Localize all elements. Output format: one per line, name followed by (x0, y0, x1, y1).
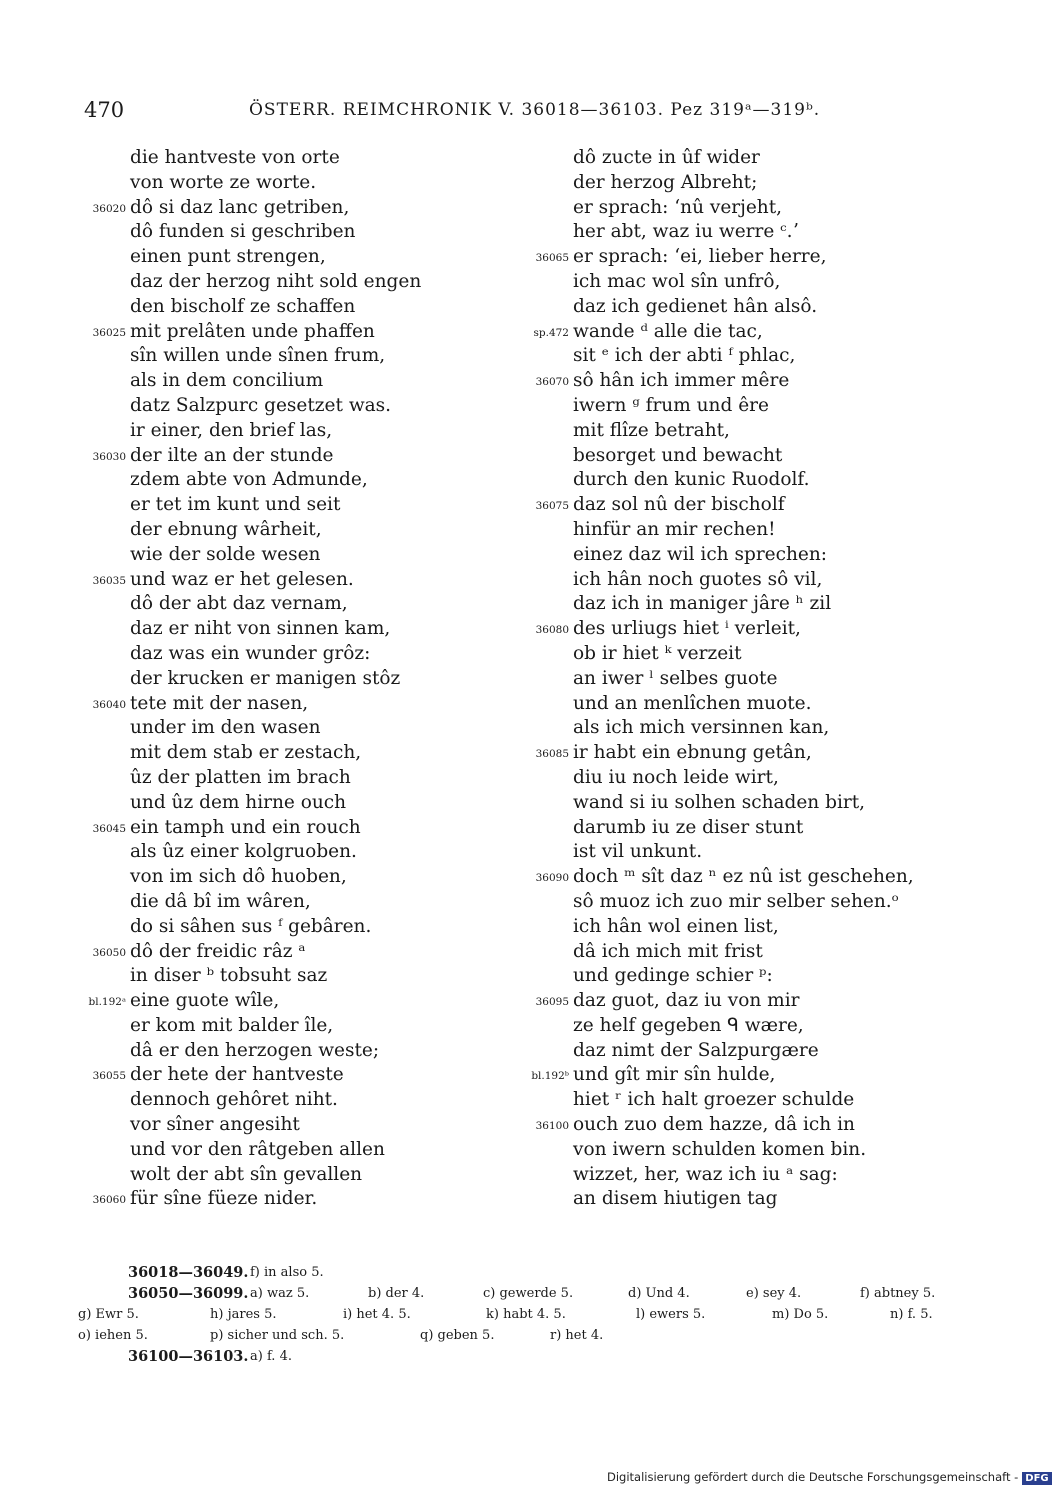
verse-text: und gedinge schier ᵖ: (573, 965, 773, 987)
verse-line (525, 1138, 925, 1163)
verse-line (525, 865, 925, 890)
verse-line (525, 1088, 925, 1113)
verse-line (82, 592, 522, 617)
verse-text: tete mit der nasen, (130, 692, 309, 714)
page-header (84, 98, 821, 128)
line-number: 36030 (92, 450, 126, 463)
verse-text: wie der solde wesen (130, 543, 321, 565)
line-number: 36065 (535, 252, 569, 265)
verse-line (525, 1163, 925, 1188)
footnote-row (78, 1283, 948, 1304)
line-number: bl.192ᵃ (88, 996, 126, 1009)
verse-line (525, 741, 925, 766)
verse-text: der krucken er manigen stôz (130, 667, 401, 689)
footnote-item: d) Und 4. (628, 1286, 690, 1301)
verse-text: vor sîner angesiht (130, 1114, 300, 1136)
verse-line (82, 394, 522, 419)
verse-line (525, 989, 925, 1014)
line-number: 36070 (535, 376, 569, 389)
verse-line (82, 518, 522, 543)
verse-text: als ûz einer kolgruoben. (130, 841, 357, 863)
footnote-item: h) jares 5. (210, 1307, 277, 1322)
footnote-item: r) het 4. (550, 1328, 604, 1343)
verse-text: besorget und bewacht (573, 444, 783, 466)
verse-line (525, 1014, 925, 1039)
verse-text: daz ich in maniger jâre ʰ zil (573, 593, 832, 615)
verse-text: under im den wasen (130, 717, 321, 739)
verse-line (82, 1039, 522, 1064)
verse-line (82, 766, 522, 791)
line-number: 36035 (92, 574, 126, 587)
footnote-item: c) gewerde 5. (483, 1286, 574, 1301)
verse-line (82, 692, 522, 717)
verse-line (82, 1063, 522, 1088)
verse-text: wande ᵈ alle die tac, (573, 320, 763, 342)
verse-line (82, 320, 522, 345)
verse-text: ir habt ein ebnung getân, (573, 742, 812, 764)
verse-text: sîn willen unde sînen frum, (130, 345, 386, 367)
verse-text: die hantveste von orte (130, 147, 340, 168)
verse-line (525, 196, 925, 221)
verse-line (82, 741, 522, 766)
verse-text: wizzet, her, waz ich iu ᵃ sag: (573, 1163, 838, 1185)
line-number: bl.192ᵇ (531, 1070, 569, 1083)
verse-line (525, 1113, 925, 1138)
verse-text: wolt der abt sîn gevallen (130, 1163, 363, 1185)
verse-line (525, 295, 925, 320)
verse-text: an disem hiutigen tag (573, 1188, 778, 1210)
verse-text: er kom mit balder île, (130, 1014, 334, 1036)
verse-text: von im sich dô huoben, (130, 866, 347, 888)
verse-line (82, 1187, 522, 1212)
verse-text: sit ᵉ ich der abti ᶠ phlac, (573, 345, 796, 367)
verse-line (82, 171, 522, 196)
verse-text: von iwern schulden komen bin. (573, 1138, 867, 1160)
verse-text: ich hân noch guotes sô vil, (573, 568, 823, 590)
footnote-item: n) f. 5. (890, 1307, 933, 1322)
verse-line (525, 692, 925, 717)
verse-line (82, 915, 522, 940)
verse-line (525, 816, 925, 841)
verse-line (525, 840, 925, 865)
verse-line (82, 791, 522, 816)
line-number: 36085 (535, 748, 569, 761)
verse-line (82, 493, 522, 518)
verse-text: der ebnung wârheit, (130, 518, 322, 540)
verse-text: zdem abte von Admunde, (130, 469, 368, 491)
verse-line (82, 344, 522, 369)
verse-line (82, 444, 522, 469)
verse-line (82, 865, 522, 890)
verse-text: und ûz dem hirne ouch (130, 791, 347, 813)
footnote-range: 36100—36103. (128, 1348, 249, 1365)
verse-text: und waz er het gelesen. (130, 568, 354, 590)
verse-text: in diser ᵇ tobsuht saz (130, 965, 328, 987)
verse-text: dô der freidic râz ᵃ (130, 940, 306, 962)
verse-text: er tet im kunt und seit (130, 494, 341, 516)
verse-line (525, 344, 925, 369)
verse-text: dô zucte in ûf wider (573, 147, 760, 168)
verse-text: do si sâhen sus ᶠ gebâren. (130, 915, 372, 937)
verse-line (525, 940, 925, 965)
verse-line (82, 716, 522, 741)
verse-text: doch ᵐ sît daz ⁿ ez nû ist geschehen, (573, 866, 914, 888)
verse-text: des urliugs hiet ⁱ verleit, (573, 618, 801, 640)
verse-text: daz nimt der Salzpurgære (573, 1039, 819, 1061)
footnote-item: g) Ewr 5. (78, 1307, 139, 1322)
verse-line (82, 196, 522, 221)
verse-text: her abt, waz iu werre ᶜ.ʼ (573, 221, 799, 243)
verse-text: und vor den râtgeben allen (130, 1138, 385, 1160)
verse-line (82, 270, 522, 295)
verse-text: sô muoz ich zuo mir selber sehen.ᵒ (573, 890, 899, 912)
verse-line (525, 518, 925, 543)
line-number: 36095 (535, 996, 569, 1009)
footnote-item: i) het 4. 5. (343, 1307, 411, 1322)
verse-line (525, 320, 925, 345)
verse-line (525, 493, 925, 518)
verse-text: die dâ bî im wâren, (130, 890, 311, 912)
verse-line (525, 543, 925, 568)
verse-text: ir einer, den brief las, (130, 419, 333, 441)
line-number: 36055 (92, 1070, 126, 1083)
verse-line (525, 444, 925, 469)
verse-line (525, 766, 925, 791)
running-title: ÖSTERR. REIMCHRONIK V. 36018—36103. Pez 319ᵃ—319ᵇ. (249, 100, 821, 120)
line-number: 36080 (535, 624, 569, 637)
verse-line (82, 220, 522, 245)
footnote-row (78, 1346, 948, 1367)
verse-line (82, 617, 522, 642)
verse-text: durch den kunic Ruodolf. (573, 469, 810, 491)
verse-text: hiet ʳ ich halt groezer schulde (573, 1089, 855, 1111)
footnote-item: f) abtney 5. (860, 1286, 936, 1301)
verse-line (82, 369, 522, 394)
footnote-item: k) habt 4. 5. (486, 1307, 566, 1322)
footnote-row (78, 1304, 948, 1325)
footnote-item: a) f. 4. (250, 1349, 292, 1364)
verse-text: ich hân wol einen list, (573, 915, 779, 937)
verse-text: einen punt strengen, (130, 246, 326, 268)
footnote-item: l) ewers 5. (636, 1307, 706, 1322)
verse-text: der hete der hantveste (130, 1064, 344, 1086)
line-number: 36060 (92, 1194, 126, 1207)
verse-line (525, 1063, 925, 1088)
footnote-item: p) sicher und sch. 5. (210, 1328, 345, 1343)
verse-text: der ilte an der stunde (130, 444, 334, 466)
left-verse-column (82, 146, 522, 1212)
verse-text: an iwer ˡ selbes guote (573, 667, 778, 689)
verse-text: ouch zuo dem hazze, dâ ich in (573, 1114, 855, 1136)
verse-line (82, 468, 522, 493)
verse-line (82, 642, 522, 667)
verse-text: daz sol nû der bischolf (573, 494, 785, 516)
dfg-logo-icon: DFG (1022, 1472, 1051, 1485)
verse-line (525, 245, 925, 270)
verse-line (82, 890, 522, 915)
line-number: 36100 (535, 1120, 569, 1133)
verse-text: dô si daz lanc getriben, (130, 196, 350, 218)
verse-text: dennoch gehôret niht. (130, 1089, 338, 1111)
line-number: 36040 (92, 698, 126, 711)
verse-line (82, 1138, 522, 1163)
verse-text: ist vil unkunt. (573, 841, 703, 863)
verse-text: mit flîze betraht, (573, 419, 730, 441)
verse-text: datz Salzpurc gesetzet was. (130, 394, 392, 416)
verse-line (82, 940, 522, 965)
verse-text: der herzog Albreht; (573, 171, 758, 193)
verse-line (525, 369, 925, 394)
footnote-row (78, 1262, 948, 1283)
verse-line (82, 146, 522, 171)
verse-text: er sprach: ʻnû verjeht, (573, 196, 783, 218)
footnote-item: a) waz 5. (250, 1286, 310, 1301)
verse-text: wand si iu solhen schaden birt, (573, 791, 866, 813)
footnote-item: q) geben 5. (420, 1328, 495, 1343)
line-number: 36025 (92, 326, 126, 339)
verse-line (82, 568, 522, 593)
line-number: sp.472 (533, 326, 569, 339)
verse-text: daz ich gedienet hân alsô. (573, 295, 818, 317)
verse-text: darumb iu ze diser stunt (573, 816, 804, 838)
verse-line (525, 171, 925, 196)
verse-text: von worte ze worte. (130, 171, 317, 193)
verse-line (525, 592, 925, 617)
verse-text: ûz der platten im brach (130, 766, 351, 788)
verse-line (82, 245, 522, 270)
verse-line (82, 1113, 522, 1138)
credit-text: Digitalisierung gefördert durch die Deutsche Forschungsgemeinschaft - (607, 1470, 1019, 1484)
footnote-item: m) Do 5. (772, 1307, 829, 1322)
line-number: 36090 (535, 872, 569, 885)
verse-line (82, 543, 522, 568)
verse-line (525, 568, 925, 593)
verse-text: eine guote wîle, (130, 990, 280, 1012)
line-number: 36075 (535, 500, 569, 513)
verse-text: dâ ich mich mit frist (573, 940, 763, 962)
verse-line (525, 791, 925, 816)
verse-line (525, 890, 925, 915)
footnote-row (78, 1325, 948, 1346)
verse-line (82, 419, 522, 444)
verse-line (525, 146, 925, 171)
verse-text: dâ er den herzogen weste; (130, 1039, 380, 1061)
verse-line (525, 716, 925, 741)
verse-text: mit dem stab er zestach, (130, 742, 362, 764)
verse-text: iwern ᵍ frum und êre (573, 394, 769, 416)
footnote-range: 36018—36049. (128, 1264, 249, 1281)
footnote-item: o) iehen 5. (78, 1328, 148, 1343)
verse-text: ein tamph und ein rouch (130, 816, 361, 838)
right-verse-column (525, 146, 925, 1212)
verse-line (525, 617, 925, 642)
verse-line (82, 1088, 522, 1113)
verse-text: und gît mir sîn hulde, (573, 1064, 776, 1086)
verse-text: und an menlîchen muote. (573, 692, 812, 714)
line-number: 36020 (92, 202, 126, 215)
verse-text: ze helf gegeben ᑫ wære, (573, 1014, 804, 1036)
verse-text: daz der herzog niht sold engen (130, 270, 422, 292)
footnotes (78, 1262, 948, 1367)
verse-line (82, 964, 522, 989)
verse-line (525, 915, 925, 940)
footnote-item: b) der 4. (368, 1286, 425, 1301)
verse-text: ich mac wol sîn unfrô, (573, 270, 781, 292)
verse-line (525, 394, 925, 419)
verse-text: sô hân ich immer mêre (573, 370, 790, 392)
verse-line (525, 270, 925, 295)
line-number: 36050 (92, 946, 126, 959)
footnote-range: 36050—36099. (128, 1285, 249, 1302)
verse-line (525, 1187, 925, 1212)
verse-line (525, 642, 925, 667)
verse-text: daz guot, daz iu von mir (573, 990, 800, 1012)
verse-line (82, 667, 522, 692)
verse-line (525, 468, 925, 493)
verse-text: diu iu noch leide wirt, (573, 766, 779, 788)
verse-line (82, 1014, 522, 1039)
verse-line (82, 295, 522, 320)
verse-text: den bischolf ze schaffen (130, 295, 356, 317)
verse-text: dô der abt daz vernam, (130, 593, 348, 615)
verse-text: für sîne füeze nider. (130, 1188, 318, 1210)
verse-text: er sprach: ʻei, lieber herre, (573, 246, 827, 268)
verse-line (525, 220, 925, 245)
verse-text: als in dem concilium (130, 370, 324, 392)
verse-text: mit prelâten unde phaffen (130, 320, 375, 342)
verse-text: dô funden si geschriben (130, 221, 356, 243)
verse-text: einez daz wil ich sprechen: (573, 543, 827, 565)
verse-text: als ich mich versinnen kan, (573, 717, 830, 739)
verse-line (525, 667, 925, 692)
verse-line (82, 840, 522, 865)
verse-line (82, 816, 522, 841)
verse-line (82, 1163, 522, 1188)
verse-line (525, 1039, 925, 1064)
footnote-item: e) sey 4. (746, 1286, 802, 1301)
line-number: 36045 (92, 822, 126, 835)
digitization-credit (607, 1470, 1052, 1485)
page-number: 470 (84, 98, 125, 122)
verse-line (525, 964, 925, 989)
verse-text: ob ir hiet ᵏ verzeit (573, 642, 742, 664)
verse-text: hinfür an mir rechen! (573, 518, 776, 540)
verse-text: daz er niht von sinnen kam, (130, 618, 391, 640)
verse-line (525, 419, 925, 444)
verse-text: daz was ein wunder grôz: (130, 642, 371, 664)
footnote-item: f) in also 5. (250, 1265, 324, 1280)
verse-line (82, 989, 522, 1014)
